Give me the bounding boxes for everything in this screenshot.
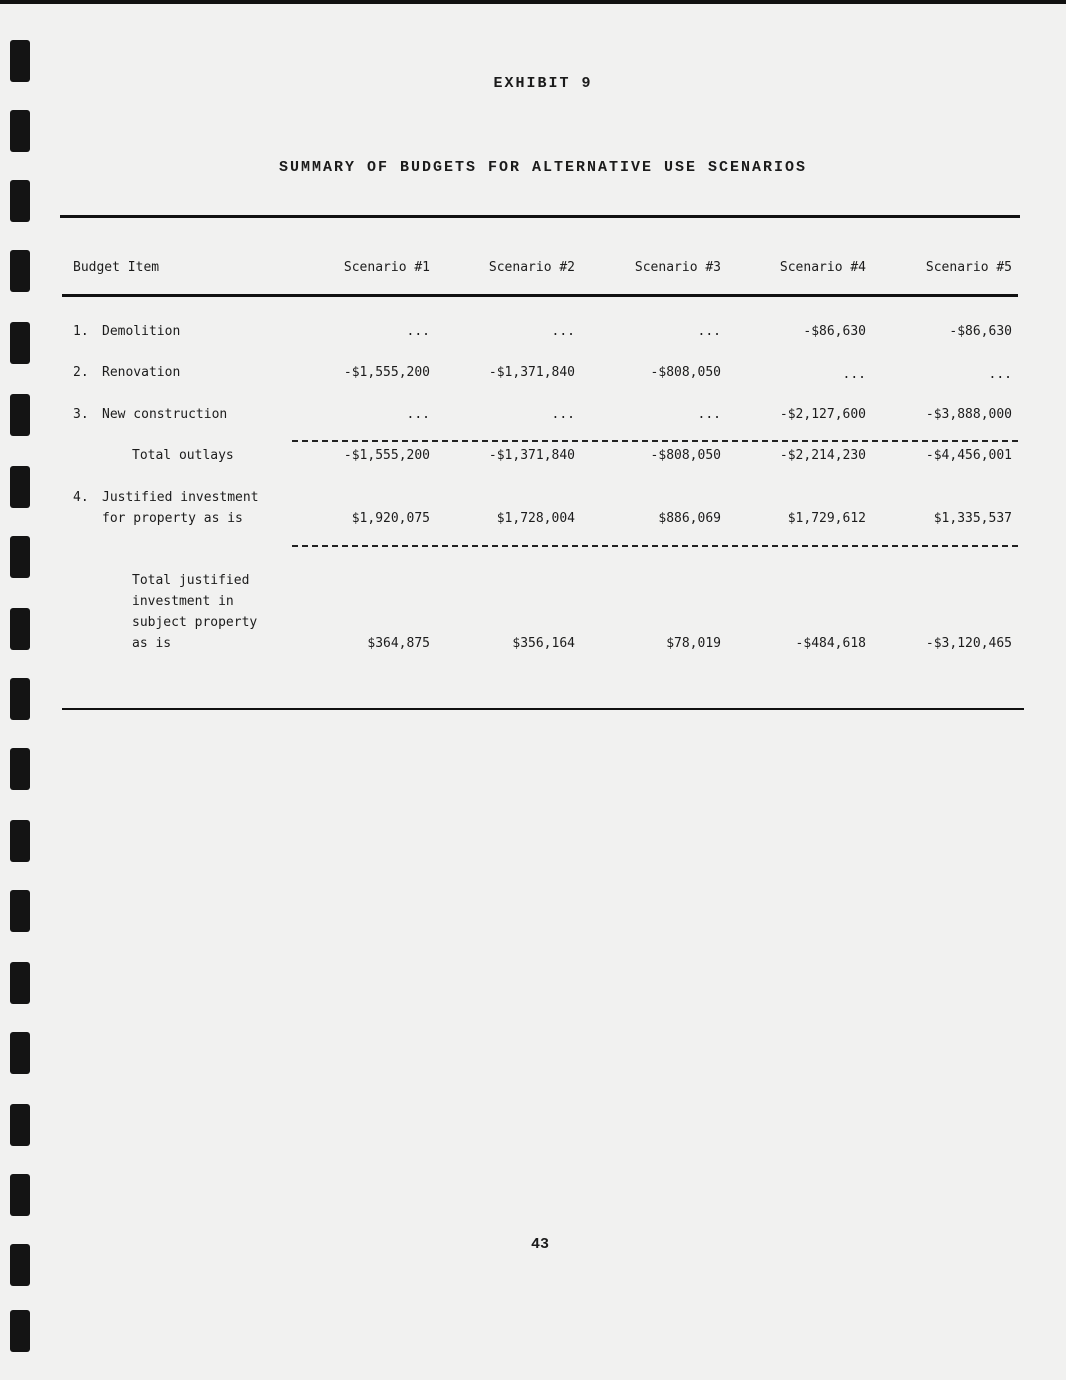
binding-hole: [10, 1310, 30, 1352]
binding-hole: [10, 890, 30, 932]
table-cell: $78,019: [666, 636, 721, 651]
table-cell: -$1,555,200: [343, 448, 430, 463]
row-label-justified-investment-line2: for property as is: [102, 511, 243, 526]
table-cell: -$1,371,840: [488, 448, 575, 463]
table-top-rule: [60, 215, 1020, 218]
table-cell: ...: [697, 407, 721, 422]
column-header-scenario-4: Scenario #4: [779, 260, 866, 275]
row-number: 2.: [73, 365, 89, 380]
table-cell: $1,729,612: [787, 511, 866, 526]
page-number: 43: [530, 1236, 549, 1253]
spiral-binding: [10, 36, 34, 1356]
table-cell: -$86,630: [949, 324, 1012, 339]
table-cell: $1,920,075: [351, 511, 430, 526]
column-header-scenario-3: Scenario #3: [634, 260, 721, 275]
binding-hole: [10, 536, 30, 578]
binding-hole: [10, 678, 30, 720]
row-number: 1.: [73, 324, 89, 339]
row-label-total-justified-line2: investment in: [132, 594, 234, 609]
row-label-demolition: Demolition: [102, 324, 181, 339]
table-cell: ...: [697, 324, 721, 339]
row-number: 4.: [73, 490, 89, 505]
binding-hole: [10, 466, 30, 508]
table-cell: -$484,618: [795, 636, 866, 651]
table-cell: -$2,214,230: [779, 448, 866, 463]
binding-hole: [10, 394, 30, 436]
row-label-total-outlays: Total outlays: [132, 448, 234, 463]
binding-hole: [10, 608, 30, 650]
table-cell: ...: [406, 324, 430, 339]
subtotal-dashed-rule: [292, 440, 1018, 442]
table-cell: -$3,120,465: [925, 636, 1012, 651]
binding-hole: [10, 110, 30, 152]
table-cell: -$808,050: [650, 365, 721, 380]
column-header-budget-item: Budget Item: [73, 260, 160, 275]
binding-hole: [10, 1032, 30, 1074]
row-label-total-justified-line3: subject property: [132, 615, 258, 630]
binding-hole: [10, 1244, 30, 1286]
page-title: SUMMARY OF BUDGETS FOR ALTERNATIVE USE SCENARIOS: [278, 159, 808, 176]
table-cell: ...: [406, 407, 430, 422]
binding-hole: [10, 748, 30, 790]
table-cell: $356,164: [512, 636, 575, 651]
table-cell: ...: [842, 367, 866, 382]
exhibit-label: EXHIBIT 9: [493, 75, 593, 92]
table-cell: -$2,127,600: [779, 407, 866, 422]
header-rule: [62, 294, 1018, 297]
table-cell: $1,728,004: [496, 511, 575, 526]
table-cell: -$1,371,840: [488, 365, 575, 380]
binding-hole: [10, 820, 30, 862]
row-label-total-justified-line4: as is: [132, 636, 172, 651]
table-cell: $886,069: [658, 511, 721, 526]
binding-hole: [10, 1174, 30, 1216]
binding-hole: [10, 962, 30, 1004]
row-number: 3.: [73, 407, 89, 422]
column-header-scenario-5: Scenario #5: [925, 260, 1012, 275]
column-header-scenario-1: Scenario #1: [343, 260, 430, 275]
row-label-justified-investment-line1: Justified investment: [102, 490, 259, 505]
table-cell: -$86,630: [803, 324, 866, 339]
table-cell: ...: [551, 324, 575, 339]
binding-hole: [10, 322, 30, 364]
row-label-renovation: Renovation: [102, 365, 181, 380]
page-top-edge: [0, 0, 1066, 4]
table-cell: ...: [551, 407, 575, 422]
table-cell: -$808,050: [650, 448, 721, 463]
binding-hole: [10, 1104, 30, 1146]
row-label-total-justified-line1: Total justified: [132, 573, 250, 588]
table-cell: -$4,456,001: [925, 448, 1012, 463]
row-label-new-construction: New construction: [102, 407, 228, 422]
table-cell: ...: [988, 367, 1012, 382]
table-cell: -$3,888,000: [925, 407, 1012, 422]
binding-hole: [10, 250, 30, 292]
table-cell: $364,875: [367, 636, 430, 651]
table-bottom-rule: [62, 708, 1024, 710]
binding-hole: [10, 180, 30, 222]
column-header-scenario-2: Scenario #2: [488, 260, 575, 275]
total-dashed-rule: [292, 545, 1018, 547]
table-cell: $1,335,537: [933, 511, 1012, 526]
table-cell: -$1,555,200: [343, 365, 430, 380]
